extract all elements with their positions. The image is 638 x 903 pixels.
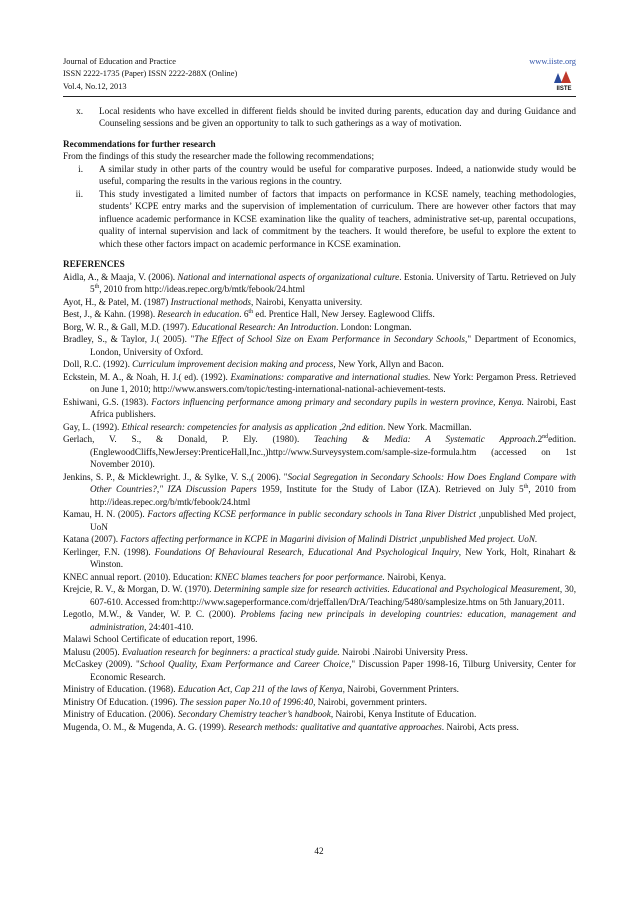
reference-entry: Kerlinger, F.N. (1998). Foundations Of Behavioural Research, Educational And Psychological Inquiry, New York, Holt, Rinahart & Winston. [63, 546, 576, 570]
reference-entry: Gerlach, V. S., & Donald, P. Ely. (1980). Teaching & Media: A Systematic Approach.2ndedition.(EnglewoodCliffs,NewJersey:PrenticeHall,Inc.,)http://www.Surveysystem.com/sample-size-formula.htm (accessed on 1st November 2010). [63, 434, 576, 470]
page [63, 56, 576, 733]
iiste-logo [552, 69, 576, 91]
header-rule [63, 96, 576, 97]
volume-line: Vol.4, No.12, 2013 [63, 81, 127, 91]
further-research-heading: Recommendations for further research [63, 138, 216, 149]
reference-entry: Kamau, H. N. (2005). Factors affecting KCSE performance in public secondary schools in Tana River District ,unpublished Med project, UoN [63, 509, 577, 532]
reference-entry: Aidla, A., & Maaja, V. (2006). National and international aspects of organizational culture. Estonia. University of Tartu. Retrieved on July 5th, 2010 from http://ideas.repec.org/b/mtk/febook/24.html [63, 271, 576, 295]
reference-entry: Bradley, S., & Taylor, J.( 2005). "The Effect of School Size on Exam Performance in Secondary Schools," Department of Economics, London, University of Oxford. [63, 334, 577, 357]
reference-entry: Gay, L. (1992). Ethical research: competencies for analysis as application ,2nd edition. New York. Macmillan. [63, 421, 472, 432]
journal-url-link[interactable]: www.iiste.org [529, 57, 576, 66]
reference-entry: Legotlo, M.W., & Vander, W. P. C. (2000). Problems facing new principals in developing countries: education, management and administration, 24:401-410. [63, 609, 576, 632]
reference-entry: Eckstein, M. A., & Noah, H. J.( ed). (1992). Examinations: comparative and international studies. New York: Pergamon Press. Retrieved on June 1, 2010; http://www.answers.com/topic/testing-international-national-achievement-tests. [63, 371, 576, 395]
reference-entry: Jenkins, S. P., & Micklewright. J., & Sylke, V. S.,( 2006). "Social Segregation in Secondary Schools: How Does England Compare with Other Countries?," IZA Discussion Papers 1959, Institute for the Study of Labor (IZA). Retrieved on July 5th, 2010 from http://ideas.repec.org/b/mtk/febook/24.html [63, 471, 576, 507]
list-item-x: x. Local residents who have excelled in different fields should be invited during parents, education day and during Guidance and Counseling sessions and be given an opportunity to talk to such gatherings as a way of motivation. [76, 105, 576, 129]
list-item-ii: ii. This study investigated a limited number of factors that impacts on performance in KCSE namely, teaching methodologies, students’ KCPE entry marks and the supervision of implementation of curriculum. There are however other factors that may influence academic performance in KCSE examination like the quality of teachers, administrative set-up, parental occupations, quality of internal supervision and lack of commitment by the teachers. It would therefore, be useful to explore the extent to which these other factors impact on academic performance in KCSE examination. [75, 188, 576, 249]
running-header [63, 56, 576, 93]
reference-list [63, 271, 576, 734]
references-heading: REFERENCES [63, 259, 125, 270]
further-research-intro: From the findings of this study the researcher made the following recommendations; [63, 151, 375, 162]
reference-entry: Ministry of Education. (2006). Secondary Chemistry teacher’s handbook, Nairobi, Kenya Institute of Education. [63, 709, 477, 720]
reference-entry: Mugenda, O. M., & Mugenda, A. G. (1999). Research methods: qualitative and quantative approaches. Nairobi, Acts press. [63, 721, 519, 732]
reference-entry: Malusu (2005). Evaluation research for beginners: a practical study guide. Nairobi .Nairobi University Press. [63, 646, 468, 657]
list-item-i: i. A similar study in other parts of the country would be useful for comparative purposes. Indeed, a nationwide study would be useful, comparing the results in the various regions in the country. [78, 163, 576, 187]
logo-text: IISTE [556, 86, 572, 91]
reference-entry: Doll, R.C. (1992). Curriculum improvement decision making and process, New York, Allyn and Bacon. [63, 359, 444, 370]
reference-entry: Ministry Of Education. (1996). The session paper No.10 of 1996:40, Nairobi, government printers. [63, 696, 427, 707]
reference-entry: Eshiwani, G.S. (1983). Factors influencing performance among primary and secondary pupils in western province, Kenya. Nairobi, East Africa publishers. [63, 396, 576, 420]
reference-entry: Malawi School Certificate of education report, 1996. [63, 634, 258, 645]
reference-entry: KNEC annual report. (2010). Education: KNEC blames teachers for poor performance. Nairobi, Kenya. [63, 571, 447, 582]
page-number: 42 [314, 846, 324, 856]
reference-entry: Krejcie, R. V., & Morgan, D. W. (1970). Determining sample size for research activities. Educational and Psychological Measurement, 30, 607-610. Accessed from:http://www.sageperformance.com/drjeffallen/DrA/Teaching/5480/samplesize.htms on 5th January,2011. [63, 584, 576, 607]
reference-entry: Ayot, H., & Patel, M. (1987) Instructional methods, Nairobi, Kenyatta university. [63, 296, 363, 307]
reference-entry: McCaskey (2009). "School Quality, Exam Performance and Career Choice," Discussion Paper 1998-16, Tilburg University, Center for Economic Research. [63, 659, 576, 682]
issn-line: ISSN 2222-1735 (Paper) ISSN 2222-288X (Online) [63, 69, 238, 79]
reference-entry: Katana (2007). Factors affecting performance in KCPE in Magarini division of Malindi District ,unpublished Med project. UoN. [63, 534, 538, 545]
body [63, 105, 576, 734]
reference-entry: Best, J., & Kahn. (1998). Research in education. 6th ed. Prentice Hall, New Jersey. Eaglewood Cliffs. [63, 309, 435, 320]
journal-name: Journal of Education and Practice [63, 57, 177, 66]
reference-entry: Borg, W. R., & Gall, M.D. (1997). Educational Research: An Introduction. London: Longman. [63, 321, 412, 332]
reference-entry: Ministry of Education. (1968). Education Act, Cap 211 of the laws of Kenya, Nairobi, Government Printers. [63, 684, 459, 695]
